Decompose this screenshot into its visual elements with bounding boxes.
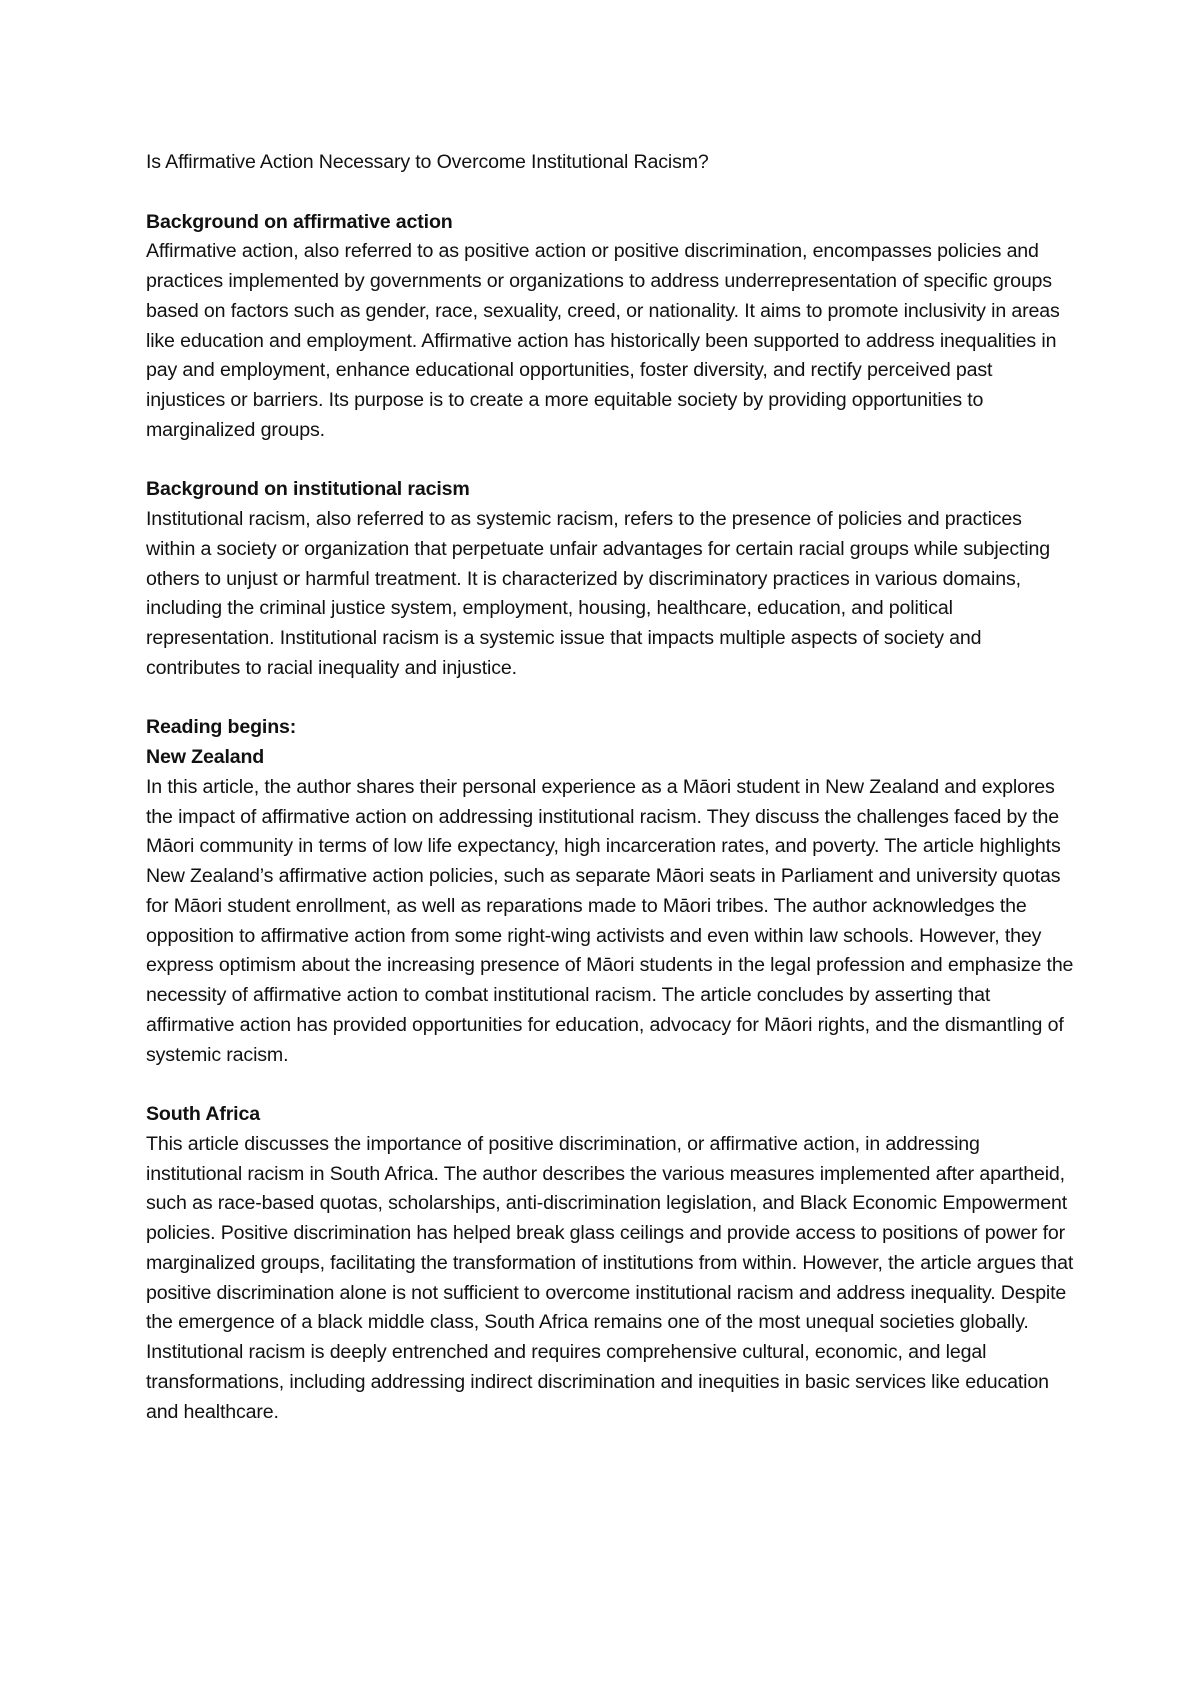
section-paragraph: Institutional racism, also referred to as systemic racism, refers to the presence of policies and practices within a society or organization that perpetuate unfair advantages for certain racial groups while subjecting others to unjust or harmful treatment. It is characterized by discriminatory practices in various domains, including the criminal justice system, employment, housing, healthcare, education, and political representation. Institutional racism is a systemic issue that impacts multiple aspects of society and contributes to racial inequality and injustice. bbox=[146, 508, 1051, 679]
section-paragraph: Affirmative action, also referred to as positive action or positive discrimination, encompasses policies and practices implemented by governments or organizations to address underrepresentation of specific groups based on factors such as gender, race, sexuality, creed, or nationality. It aims to promote inclusivity in areas like education and employment. Affirmative action has historically been supported to address inequalities in pay and employment, enhance educational opportunities, foster diversity, and rectify perceived past injustices or barriers. Its purpose is to create a more equitable society by providing opportunities to marginalized groups. bbox=[146, 240, 1060, 441]
section-heading: South Africa bbox=[146, 1103, 260, 1125]
section-heading: Background on affirmative action bbox=[146, 210, 453, 233]
section-paragraph: In this article, the author shares their personal experience as a Māori student in New Zealand and explores the impact of affirmative action on addressing institutional racism. They discuss the challenges faced by the Māori community in terms of low life expectancy, high incarceration rates, and poverty. The article highlights New Zealand’s affirmative action policies, such as separate Māori seats in Parliament and university quotas for Māori student enrollment, as well as reparations made to Māori tribes. The author acknowledges the opposition to affirmative action from some right-wing activists and even within law schools. However, they express optimism about the increasing presence of Māori students in the legal profession and emphasize the necessity of affirmative action to combat institutional racism. The article concludes by asserting that affirmative action has provided opportunities for education, advocacy for Māori rights, and the dismantling of systemic racism. bbox=[146, 775, 1074, 1066]
section-heading: Background on institutional racism bbox=[146, 478, 470, 501]
section-heading: New Zealand bbox=[146, 746, 265, 768]
document-title: Is Affirmative Action Necessary to Overcome Institutional Racism? bbox=[146, 151, 709, 173]
document-content bbox=[146, 148, 1076, 1457]
section-affirmative-action-background bbox=[146, 208, 1076, 446]
section-south-africa bbox=[146, 1100, 1076, 1427]
section-paragraph: This article discusses the importance of positive discrimination, or affirmative action, in addressing institutional racism in South Africa. The author describes the various measures implemented after apartheid, such as race-based quotas, scholarships, anti-discrimination legislation, and Black Economic Empowerment policies. Positive discrimination has helped break glass ceilings and provide access to positions of power for marginalized groups, facilitating the transformation of institutions from within. However, the article argues that positive discrimination alone is not sufficient to overcome institutional racism and address inequality. Despite the emergence of a black middle class, South Africa remains one of the most unequal societies globally. Institutional racism is deeply entrenched and requires comprehensive cultural, economic, and legal transformations, including addressing indirect discrimination and inequities in basic services like education and healthcare. bbox=[146, 1132, 1074, 1423]
section-institutional-racism-background bbox=[146, 475, 1076, 683]
section-new-zealand bbox=[146, 713, 1076, 1070]
reading-begins-label: Reading begins: bbox=[146, 716, 297, 739]
